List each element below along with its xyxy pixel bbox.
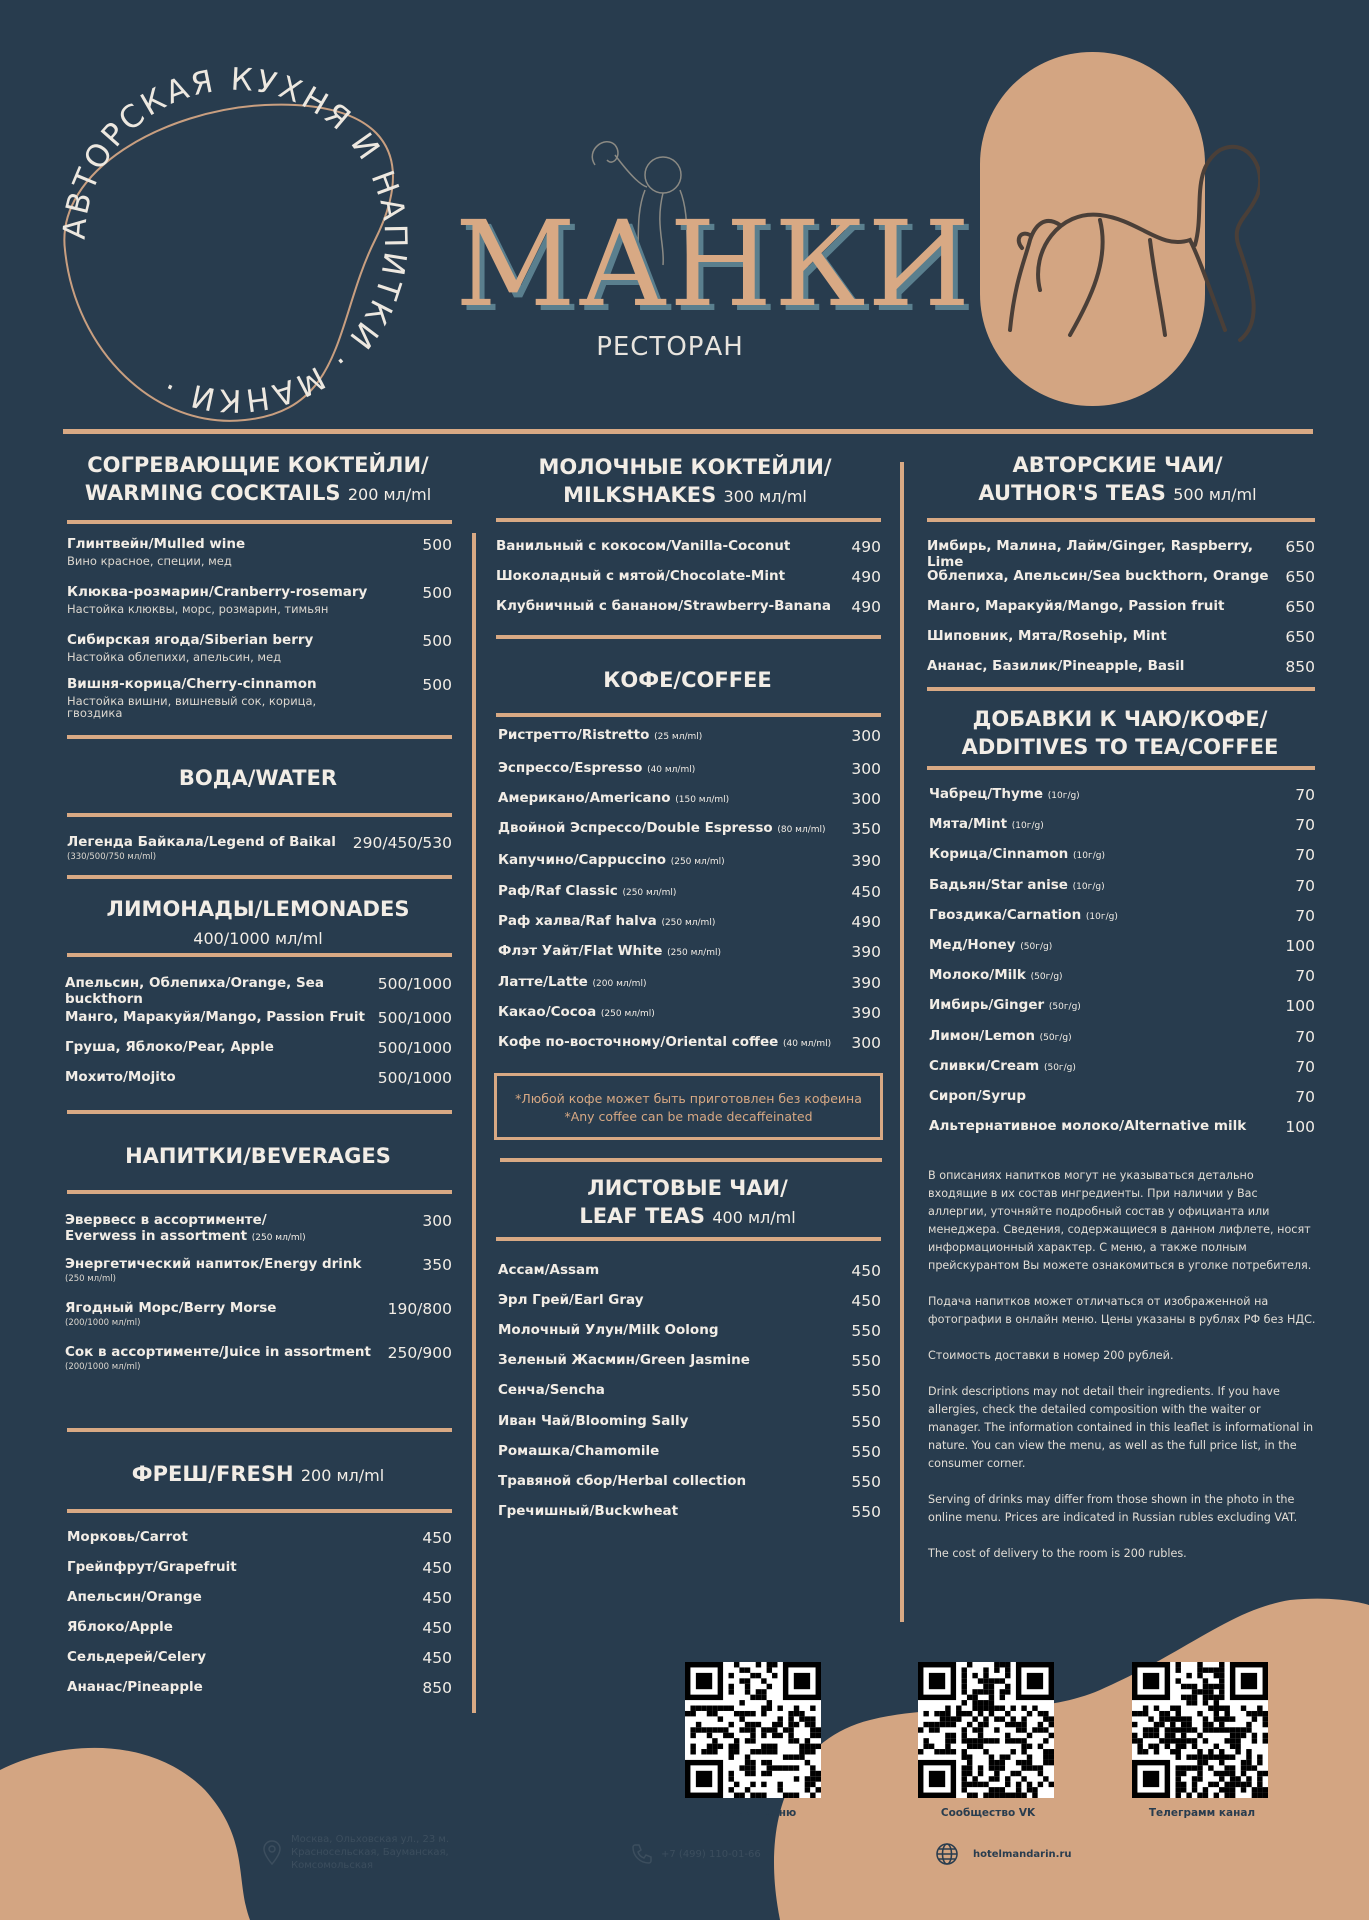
- item-volume: (250 мл/ml): [600, 1009, 655, 1019]
- section-title-author-teas: АВТОРСКИЕ ЧАИ/ AUTHOR'S TEAS 500 мл/ml: [978, 453, 1257, 505]
- item-name: Травяной сбор/Herbal collection: [498, 1472, 747, 1489]
- qr-label-vk: Сообщество VK: [940, 1807, 1036, 1819]
- section-divider: [496, 1237, 881, 1241]
- item-description: Настойка клюквы, морс, розмарин, тимьян: [67, 602, 329, 616]
- item-name: Облепиха, Апельсин/Sea buckthorn, Orange: [927, 568, 1269, 584]
- item-name: Манго, Маракуйя/Mango, Passion fruit: [927, 598, 1225, 614]
- item-price: 70: [1295, 1027, 1315, 1046]
- item-price: 650: [1285, 568, 1315, 586]
- item-volume: (50г/g): [1048, 1002, 1081, 1013]
- item-price: 500: [422, 536, 452, 554]
- section-divider: [496, 635, 881, 639]
- qr-label-telegram: Телеграмм канал: [1148, 1807, 1256, 1819]
- item-name: Ассам/Assam: [498, 1262, 600, 1278]
- item-name: Гречишный/Buckwheat: [498, 1502, 679, 1519]
- menu-item: [498, 1292, 881, 1310]
- menu-item: [929, 786, 1315, 804]
- menu-item: [929, 816, 1315, 834]
- item-price: 70: [1295, 906, 1315, 925]
- item-name: Груша, Яблоко/Pear, Apple: [65, 1039, 274, 1055]
- item-price: 70: [1295, 1088, 1315, 1106]
- menu-item: [67, 1589, 452, 1607]
- menu-item: [929, 967, 1315, 985]
- menu-item: [67, 1679, 452, 1697]
- item-price: 550: [851, 1502, 881, 1521]
- menu-item: [498, 1413, 881, 1431]
- item-name: Молочный Улун/Milk Oolong: [498, 1322, 719, 1339]
- item-price: 300: [422, 1212, 452, 1230]
- brand-title: МАНКИ: [455, 195, 973, 333]
- menu-item: [65, 975, 452, 1007]
- item-name: Имбирь, Малина, Лайм/Ginger, Raspberry, Lime: [927, 538, 1254, 570]
- menu-item: [929, 997, 1315, 1015]
- item-name: Ягодный Морс/Berry Morse (200/1000 мл/ml): [65, 1300, 277, 1328]
- menu-item: [929, 1118, 1315, 1136]
- qr-code-online-menu[interactable]: [685, 1662, 821, 1798]
- item-name: Бадьян/Star anise (10г/g): [929, 876, 1105, 893]
- menu-item: [67, 834, 452, 862]
- section-divider: [67, 1509, 452, 1513]
- item-name: Клубничный с бананом/Strawberry-Banana: [496, 598, 831, 614]
- section-divider: [496, 518, 881, 522]
- footer-address: Москва, Ольховская ул., 23 м. Красносельская, Бауманская, Комсомольская: [291, 1834, 450, 1871]
- item-volume: (50г/g): [1043, 1062, 1076, 1073]
- item-name: Какао/Cocoa (250 мл/ml): [498, 1004, 655, 1020]
- item-name: Капучино/Cappuccino (250 мл/ml): [498, 852, 725, 868]
- section-title-fresh: ФРЕШ/FRESH 200 мл/ml: [131, 1462, 385, 1486]
- menu-item: [65, 1344, 452, 1372]
- item-volume: (200/1000 мл/ml): [65, 1318, 141, 1328]
- item-price: 500/1000: [377, 1009, 452, 1027]
- item-volume: (250 мл/ml): [65, 1274, 116, 1284]
- item-price: 500/1000: [377, 1069, 452, 1087]
- menu-item: [927, 658, 1315, 676]
- item-price: 850: [422, 1679, 452, 1697]
- item-name: Двойной Эспрессо/Double Espresso (80 мл/ml): [498, 820, 826, 836]
- menu-item: [929, 1028, 1315, 1046]
- item-name: Эвервесс в ассортименте/ Everwess in assortment (250 мл/ml): [65, 1212, 306, 1244]
- menu-item: [498, 727, 881, 745]
- section-title-water: ВОДА/WATER: [178, 766, 338, 790]
- item-description: Настойка вишни, вишневый сок, корица, гвоздика: [67, 694, 317, 720]
- info-paragraph: Drink descriptions may not detail their ingredients. If you have allergies, check the detailed composition with the waiter or manager. The information contained in this leaflet is informational in nature. You can view the menu, as well as the full price list, in the consumer corner.: [928, 1385, 1314, 1470]
- item-name: Мохито/Mojito: [65, 1069, 176, 1085]
- item-name: Корица/Cinnamon (10г/g): [929, 846, 1105, 863]
- menu-item: [65, 1009, 452, 1027]
- item-price: 190/800: [387, 1300, 452, 1318]
- menu-item: [67, 584, 452, 615]
- item-price: 250/900: [387, 1344, 452, 1362]
- item-name: Мята/Mint (10г/g): [929, 816, 1044, 833]
- menu-item: [929, 846, 1315, 864]
- item-name: Шоколадный с мятой/Chocolate-Mint: [496, 568, 786, 584]
- item-price: 300: [851, 1034, 881, 1052]
- item-name: Клюква-розмарин/Cranberry-rosemary Настойка клюквы, морс, розмарин, тимьян: [67, 584, 368, 616]
- menu-item: [929, 1088, 1315, 1106]
- menu-item: [929, 937, 1315, 955]
- item-name: Грейпфрут/Grapefruit: [67, 1559, 237, 1575]
- menu-item: [498, 1382, 881, 1400]
- menu-item: [498, 943, 881, 961]
- item-volume: (200/1000 мл/ml): [65, 1362, 141, 1372]
- decaf-note: *Любой кофе может быть приготовлен без кофеина *Any coffee can be made decaffeinated: [494, 1073, 883, 1140]
- item-volume: (150 мл/ml): [675, 795, 730, 805]
- item-name: Эспрессо/Espresso (40 мл/ml): [498, 760, 696, 776]
- section-divider: [67, 735, 452, 739]
- section-divider: [67, 1190, 452, 1194]
- menu-item: [67, 632, 452, 663]
- item-price: 550: [851, 1352, 881, 1371]
- section-divider: [67, 520, 452, 524]
- item-price: 70: [1295, 967, 1315, 986]
- item-name: Эрл Грей/Earl Gray: [498, 1292, 644, 1309]
- monkey-illustration: [990, 130, 1260, 380]
- item-volume: (250 мл/ml): [622, 888, 677, 898]
- item-price: 490: [851, 598, 881, 616]
- item-price: 300: [851, 760, 881, 778]
- item-volume: (250 мл/ml): [251, 1233, 306, 1243]
- item-price: 550: [851, 1472, 881, 1491]
- menu-item: [929, 1058, 1315, 1076]
- menu-item: [67, 1649, 452, 1667]
- item-name: Иван Чай/Blooming Sally: [498, 1412, 689, 1429]
- item-name: Глинтвейн/Mulled wine Вино красное, специи, мед: [67, 536, 357, 567]
- item-name: Сливки/Cream (50г/g): [929, 1057, 1076, 1074]
- item-name: Ананас, Базилик/Pineapple, Basil: [927, 658, 1185, 674]
- item-price: 490: [851, 913, 881, 931]
- section-divider: [67, 953, 452, 957]
- item-name: Ананас/Pineapple: [67, 1679, 203, 1695]
- menu-item: [498, 913, 881, 931]
- menu-item: [498, 974, 881, 992]
- menu-item: [498, 790, 881, 808]
- menu-item: [498, 883, 881, 901]
- item-volume: (200 мл/ml): [592, 979, 647, 989]
- item-price: 300: [851, 727, 881, 745]
- menu-item: [498, 1004, 881, 1022]
- menu-item: [65, 1300, 452, 1328]
- info-paragraph: В описаниях напитков могут не указываться детально входящие в их состав ингредиенты. При наличии у Вас аллергии, уточняйте подробный состав у официанта или менеджера. Сведения, содержащиеся в данном лифлете, носят информационный характер. С меню, а также полным прейскурантом Вы можете ознакомиться в уголке потребителя.: [928, 1169, 1312, 1272]
- item-name: Американо/Americano (150 мл/ml): [498, 790, 730, 806]
- item-volume: (10г/g): [1047, 791, 1080, 801]
- item-description: Настойка облепихи, апельсин, мед: [67, 650, 282, 664]
- item-name: Гвоздика/Carnation (10г/g): [929, 906, 1118, 923]
- section-divider: [927, 687, 1315, 691]
- item-volume: (40 мл/ml): [782, 1039, 832, 1049]
- item-price: 450: [422, 1619, 452, 1637]
- menu-item: [67, 536, 452, 567]
- menu-item: [927, 568, 1315, 586]
- item-volume: (10г/g): [1072, 881, 1105, 892]
- item-volume: (50г/g): [1039, 1032, 1072, 1043]
- item-name: Сенча/Sencha: [498, 1382, 605, 1399]
- menu-item: [498, 1322, 881, 1340]
- item-price: 500: [422, 632, 452, 650]
- menu-item: [67, 1529, 452, 1547]
- info-paragraph: The cost of delivery to the room is 200 rubles.: [928, 1547, 1187, 1560]
- item-price: 550: [851, 1322, 881, 1341]
- item-price: 70: [1295, 1057, 1315, 1076]
- menu-item: [498, 1262, 881, 1280]
- item-name: Сироп/Syrup: [929, 1088, 1027, 1104]
- item-name: Чабрец/Thyme (10г/g): [929, 786, 1080, 802]
- menu-item: [498, 1443, 881, 1461]
- item-price: 450: [851, 1292, 881, 1311]
- menu-item: [65, 1212, 452, 1246]
- item-price: 450: [851, 883, 881, 901]
- item-price: 500: [422, 584, 452, 602]
- item-price: 450: [422, 1529, 452, 1547]
- circular-slogan-text: АВТОРСКАЯ КУХНЯ И НАПИТКИ · МАНКИ ·: [56, 61, 414, 419]
- qr-code-telegram[interactable]: [1132, 1662, 1268, 1798]
- item-description: Вино красное, специи, мед: [67, 554, 232, 568]
- section-title-additives: ДОБАВКИ К ЧАЮ/КОФЕ/ ADDITIVES TO TEA/COFFEE: [961, 707, 1279, 759]
- menu-item: [498, 852, 881, 870]
- item-price: 500/1000: [377, 975, 452, 993]
- item-price: 500/1000: [377, 1039, 452, 1057]
- section-title-coffee: КОФЕ/COFFEE: [603, 668, 772, 692]
- svg-text:АВТОРСКАЯ КУХНЯ И НАПИТКИ · МА: [57, 62, 414, 419]
- item-volume: (250 мл/ml): [661, 918, 716, 928]
- section-title-warming: СОГРЕВАЮЩИЕ КОКТЕЙЛИ/ WARMING COCKTAILS 200 мл/ml: [84, 453, 432, 505]
- item-name: Сибирская ягода/Siberian berry Настойка облепихи, апельсин, мед: [67, 632, 357, 663]
- section-title-leaf-teas: ЛИСТОВЫЕ ЧАИ/ LEAF TEAS 400 мл/ml: [579, 1176, 796, 1228]
- menu-item: [929, 877, 1315, 895]
- item-name: Апельсин/Orange: [67, 1589, 202, 1605]
- item-volume: (250 мл/ml): [667, 948, 721, 958]
- item-price: 650: [1285, 628, 1315, 646]
- item-price: 550: [851, 1442, 881, 1461]
- item-volume: (80 мл/ml): [777, 825, 826, 835]
- item-name: Морковь/Carrot: [67, 1529, 188, 1545]
- item-volume: (40 мл/ml): [647, 765, 696, 775]
- item-name: Раф/Raf Classic (250 мл/ml): [498, 883, 677, 899]
- item-price: 650: [1285, 538, 1315, 556]
- section-divider: [500, 1158, 882, 1162]
- section-divider: [67, 1110, 452, 1114]
- item-name: Апельсин, Облепиха/Orange, Sea buckthorn: [65, 975, 324, 1007]
- brand-subtitle: РЕСТОРАН: [596, 332, 744, 362]
- item-volume: (50г/g): [1030, 972, 1063, 983]
- item-price: 100: [1285, 937, 1315, 955]
- item-name: Ристретто/Ristretto (25 мл/ml): [498, 727, 703, 743]
- column-divider: [472, 533, 476, 1713]
- item-price: 490: [851, 538, 881, 556]
- item-name: Альтернативное молоко/Alternative milk: [929, 1118, 1247, 1135]
- menu-item: [927, 538, 1315, 570]
- item-price: 350: [422, 1256, 452, 1274]
- item-volume: (10г/g): [1011, 821, 1044, 832]
- footer-phone[interactable]: +7 (499) 110-01-66: [661, 1849, 761, 1860]
- section-divider: [67, 813, 452, 817]
- item-price: 850: [1285, 658, 1315, 676]
- info-text: [928, 1167, 1316, 1563]
- item-name: Ромашка/Chamomile: [498, 1442, 660, 1459]
- menu-item: [496, 538, 881, 556]
- menu-item: [67, 1559, 452, 1577]
- menu-item: [496, 598, 881, 616]
- item-name: Яблоко/Apple: [67, 1619, 173, 1635]
- item-price: 100: [1285, 997, 1315, 1016]
- info-paragraph: Стоимость доставки в номер 200 рублей.: [928, 1349, 1174, 1362]
- menu-item: [496, 568, 881, 586]
- item-price: 70: [1295, 876, 1315, 895]
- item-price: 550: [851, 1382, 881, 1401]
- menu-item: [498, 1352, 881, 1370]
- footer-website[interactable]: hotelmandarin.ru: [973, 1849, 1072, 1860]
- item-price: 650: [1285, 598, 1315, 616]
- menu-item: [498, 1503, 881, 1521]
- menu-item: [498, 1034, 881, 1052]
- section-divider: [496, 713, 881, 717]
- item-name: Энергетический напиток/Energy drink (250 мл/ml): [65, 1256, 362, 1284]
- menu-item: [65, 1256, 452, 1284]
- item-name: Сок в ассортименте/Juice in assortment (200/1000 мл/ml): [65, 1344, 371, 1372]
- item-price: 350: [851, 820, 881, 838]
- item-price: 390: [851, 852, 881, 870]
- menu-item: [65, 1069, 452, 1087]
- item-volume: (330/500/750 мл/ml): [67, 852, 157, 862]
- item-price: 70: [1295, 846, 1315, 865]
- section-title-milkshakes: МОЛОЧНЫЕ КОКТЕЙЛИ/ MILKSHAKES 300 мл/ml: [538, 455, 832, 507]
- item-price: 390: [851, 974, 881, 992]
- item-price: 100: [1285, 1118, 1315, 1137]
- qr-code-vk[interactable]: [918, 1662, 1054, 1798]
- item-name: Вишня-корица/Cherry-cinnamon Настойка вишни, вишневый сок, корица, гвоздика: [67, 676, 357, 719]
- item-name: Флэт Уайт/Flat White (250 мл/ml): [498, 943, 721, 959]
- item-price: 450: [422, 1649, 452, 1667]
- menu-item: [498, 760, 881, 778]
- item-price: 390: [851, 943, 881, 961]
- item-name: Манго, Маракуйя/Mango, Passion Fruit: [65, 1009, 365, 1025]
- item-name: Имбирь/Ginger (50г/g): [929, 997, 1081, 1014]
- section-divider: [927, 766, 1315, 770]
- item-price: 450: [422, 1559, 452, 1577]
- phone-icon: [631, 1843, 653, 1865]
- circular-slogan: [45, 50, 425, 430]
- location-pin-icon: [262, 1840, 282, 1866]
- item-price: 300: [851, 790, 881, 808]
- item-volume: (25 мл/ml): [654, 732, 703, 742]
- item-volume: (10г/g): [1073, 851, 1105, 862]
- qr-label-online-menu: Онлайн меню: [713, 1807, 797, 1819]
- item-price: 500: [422, 676, 452, 694]
- info-paragraph: Serving of drinks may differ from those shown in the photo in the online menu. Prices are indicated in Russian rubles excluding VAT.: [928, 1493, 1298, 1524]
- section-title-lemonades: ЛИМОНАДЫ/LEMONADES 400/1000 мл/ml: [106, 897, 410, 948]
- item-name: Латте/Latte (200 мл/ml): [498, 974, 647, 990]
- item-price: 290/450/530: [352, 834, 452, 852]
- item-name: Легенда Байкала/Legend of Baikal (330/500/750 мл/ml): [67, 834, 336, 862]
- info-paragraph: Подача напитков может отличаться от изображенной на фотографии в онлайн меню. Цены указаны в рублях РФ без НДС.: [928, 1295, 1316, 1326]
- menu-item: [67, 1619, 452, 1637]
- menu-item: [929, 907, 1315, 925]
- section-divider: [927, 518, 1315, 522]
- item-price: 450: [851, 1262, 881, 1280]
- item-name: Молоко/Milk (50г/g): [929, 967, 1063, 984]
- item-name: Мед/Honey (50г/g): [929, 937, 1053, 953]
- item-name: Лимон/Lemon (50г/g): [929, 1027, 1072, 1044]
- item-volume: (50г/g): [1020, 942, 1053, 952]
- item-price: 70: [1295, 786, 1315, 804]
- menu-item: [67, 676, 452, 719]
- menu-item: [498, 820, 881, 838]
- item-volume: (10г/g): [1085, 911, 1118, 922]
- section-title-beverages: НАПИТКИ/BEVERAGES: [125, 1144, 391, 1168]
- menu-item: [65, 1039, 452, 1057]
- item-name: Ванильный с кокосом/Vanilla-Coconut: [496, 538, 791, 554]
- item-name: Зеленый Жасмин/Green Jasmine: [498, 1352, 750, 1369]
- menu-item: [927, 598, 1315, 616]
- item-name: Раф халва/Raf halva (250 мл/ml): [498, 913, 716, 929]
- item-name: Сельдерей/Celery: [67, 1649, 207, 1665]
- top-divider: [63, 429, 1313, 434]
- column-divider: [900, 462, 904, 1622]
- item-price: 450: [422, 1589, 452, 1607]
- item-name: Шиповник, Мята/Rosehip, Mint: [927, 628, 1167, 644]
- item-name: Кофе по-восточному/Oriental coffee (40 мл/ml): [498, 1034, 832, 1050]
- section-divider: [67, 1428, 452, 1432]
- item-price: 550: [851, 1412, 881, 1431]
- menu-item: [927, 628, 1315, 646]
- item-price: 390: [851, 1004, 881, 1022]
- item-price: 490: [851, 568, 881, 586]
- item-volume: (250 мл/ml): [670, 857, 725, 867]
- item-price: 70: [1295, 816, 1315, 835]
- section-divider: [67, 875, 452, 879]
- menu-item: [498, 1473, 881, 1491]
- globe-icon: [935, 1842, 959, 1866]
